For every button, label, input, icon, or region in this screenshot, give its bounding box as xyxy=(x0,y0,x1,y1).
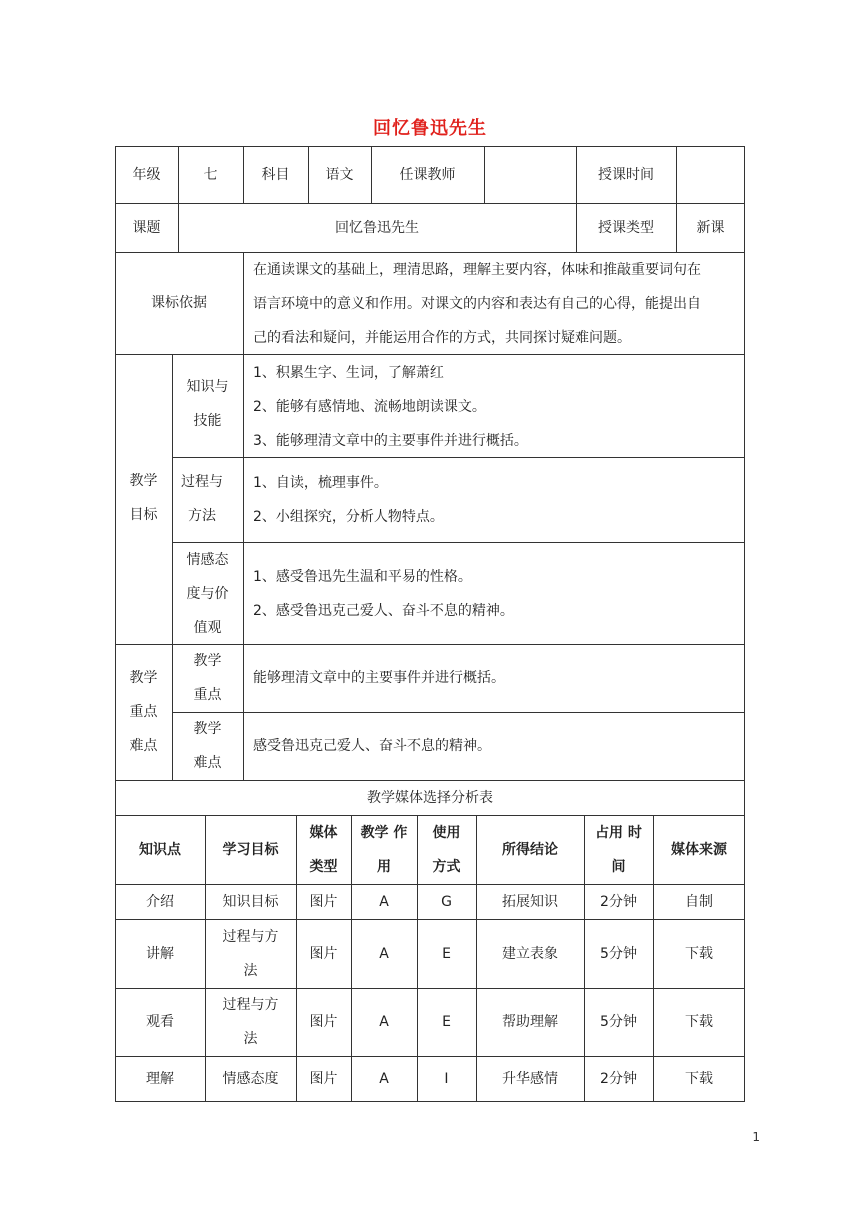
media-table-cell: 情感态度 xyxy=(222,1070,279,1087)
emotion-label xyxy=(172,543,243,644)
topic-value: 回忆鲁迅先生 xyxy=(335,219,419,236)
media-table-header-cell: 媒体 类型 xyxy=(309,824,338,875)
media-table-cell: 图片 xyxy=(309,893,338,910)
difficulty-text: 感受鲁迅克己爱人、奋斗不息的精神。 xyxy=(253,738,491,754)
process-item: 1、自读，梳理事件。 xyxy=(253,475,388,491)
media-table-cell: 5分钟 xyxy=(600,945,637,962)
grade-value: 七 xyxy=(203,166,218,183)
emotion-item: 2、感受鲁迅克己爱人、奋斗不息的精神。 xyxy=(253,603,514,619)
lesson-plan-table xyxy=(115,146,745,1101)
knowledge-label xyxy=(172,370,243,442)
time-label: 授课时间 xyxy=(598,166,654,183)
focus-text: 能够理清文章中的主要事件并进行概括。 xyxy=(253,670,505,686)
media-table-cell: 5分钟 xyxy=(600,1014,637,1030)
media-table-cell: 介绍 xyxy=(146,893,174,910)
process-items xyxy=(253,466,743,534)
knowledge-items xyxy=(253,356,743,458)
media-table-cell: 图片 xyxy=(309,945,338,962)
difficulty-label xyxy=(172,712,243,780)
difficulty-label-line: 难点 xyxy=(193,755,222,771)
standard-text xyxy=(253,253,743,355)
knowledge-label-line: 知识与 xyxy=(186,379,229,395)
knowledge-item: 3、能够理清文章中的主要事件并进行概括。 xyxy=(253,433,528,449)
standard-label: 课标依据 xyxy=(151,295,207,311)
grade-label: 年级 xyxy=(132,166,161,183)
media-table-cell: A xyxy=(379,1070,389,1087)
standard-line: 语言环境中的意义和作用。对课文的内容和表达有自己的心得，能提出自 xyxy=(253,296,701,312)
media-table-cell: 知识目标 xyxy=(222,893,279,910)
page-number: 1 xyxy=(752,1130,760,1144)
media-table-caption: 教学媒体选择分析表 xyxy=(367,789,493,806)
focus-label xyxy=(172,644,243,712)
standard-line: 己的看法和疑问，并能运用合作的方式，共同探讨疑难问题。 xyxy=(253,330,631,346)
media-table-cell: 过程与方 法 xyxy=(222,997,279,1047)
media-table-cell: 过程与方 法 xyxy=(222,928,279,979)
emotion-label-line: 情感态 xyxy=(186,552,229,568)
media-table-cell: 升华感情 xyxy=(502,1070,558,1087)
media-table-cell: E xyxy=(442,1014,451,1030)
media-table-cell: 观看 xyxy=(146,1014,174,1030)
document-title: 回忆鲁迅先生 xyxy=(373,118,487,139)
media-table-cell: A xyxy=(379,893,389,910)
process-label-line: 方法 xyxy=(188,508,216,524)
media-table-cell: 拓展知识 xyxy=(502,893,558,910)
media-table-cell: E xyxy=(442,945,451,962)
media-table-cell: 2分钟 xyxy=(600,1070,637,1087)
media-table-cell: I xyxy=(444,1070,449,1087)
difficulty-label-line: 教学 xyxy=(193,721,222,737)
keypoints-label xyxy=(115,661,172,763)
emotion-label-line: 值观 xyxy=(193,620,222,636)
keypoints-label-line: 重点 xyxy=(129,704,158,720)
process-label-line: 过程与 xyxy=(181,474,223,490)
media-table-cell: 图片 xyxy=(309,1014,338,1030)
media-table-cell: 下载 xyxy=(685,1014,713,1030)
teacher-value xyxy=(484,146,576,203)
media-table-header-cell: 学习目标 xyxy=(222,841,279,858)
media-table-cell: A xyxy=(379,1014,389,1030)
media-table-header-cell: 占用 时 间 xyxy=(595,824,642,875)
emotion-item: 1、感受鲁迅先生温和平易的性格。 xyxy=(253,569,472,585)
media-table-cell: A xyxy=(379,945,389,962)
lesson-type-value: 新课 xyxy=(696,219,725,236)
subject-label: 科目 xyxy=(261,166,290,183)
time-value xyxy=(676,146,745,203)
media-table-cell: 2分钟 xyxy=(600,893,637,910)
teacher-label: 任课教师 xyxy=(399,166,456,183)
topic-label: 课题 xyxy=(132,219,161,236)
goals-label-line: 目标 xyxy=(129,507,158,523)
media-table-cell: 讲解 xyxy=(146,945,174,962)
media-table-cell: 建立表象 xyxy=(502,945,558,962)
media-table-header-cell: 使用 方式 xyxy=(432,824,461,875)
media-table-header-cell: 知识点 xyxy=(139,841,181,858)
focus-label-line: 教学 xyxy=(193,653,222,669)
media-table-header-cell: 教学 作 用 xyxy=(360,824,408,875)
media-table-cell: G xyxy=(441,893,452,910)
media-table-cell: 理解 xyxy=(146,1070,174,1087)
knowledge-item: 2、能够有感情地、流畅地朗读课文。 xyxy=(253,399,486,415)
process-label xyxy=(172,465,232,537)
media-table-cell: 图片 xyxy=(309,1070,338,1087)
media-table-cell: 自制 xyxy=(685,893,713,910)
emotion-label-line: 度与价 xyxy=(186,586,229,602)
emotion-items xyxy=(253,560,743,628)
keypoints-label-line: 难点 xyxy=(129,738,158,754)
focus-label-line: 重点 xyxy=(193,687,222,703)
subject-value: 语文 xyxy=(325,166,354,183)
standard-line: 在通读课文的基础上，理清思路，理解主要内容，体味和推敲重要词句在 xyxy=(253,262,701,278)
lesson-type-label: 授课类型 xyxy=(598,219,654,236)
knowledge-label-line: 技能 xyxy=(193,413,222,429)
keypoints-label-line: 教学 xyxy=(129,670,158,686)
media-table-header-cell: 媒体来源 xyxy=(671,841,727,858)
media-table-header-cell: 所得结论 xyxy=(502,841,558,858)
goals-label-line: 教学 xyxy=(129,473,158,489)
process-item: 2、小组探究，分析人物特点。 xyxy=(253,509,444,525)
goals-label xyxy=(115,464,172,544)
knowledge-item: 1、积累生字、生词，了解萧红 xyxy=(253,365,444,381)
media-table-cell: 帮助理解 xyxy=(502,1014,558,1030)
media-table-cell: 下载 xyxy=(685,945,713,962)
media-table-cell: 下载 xyxy=(685,1070,713,1087)
